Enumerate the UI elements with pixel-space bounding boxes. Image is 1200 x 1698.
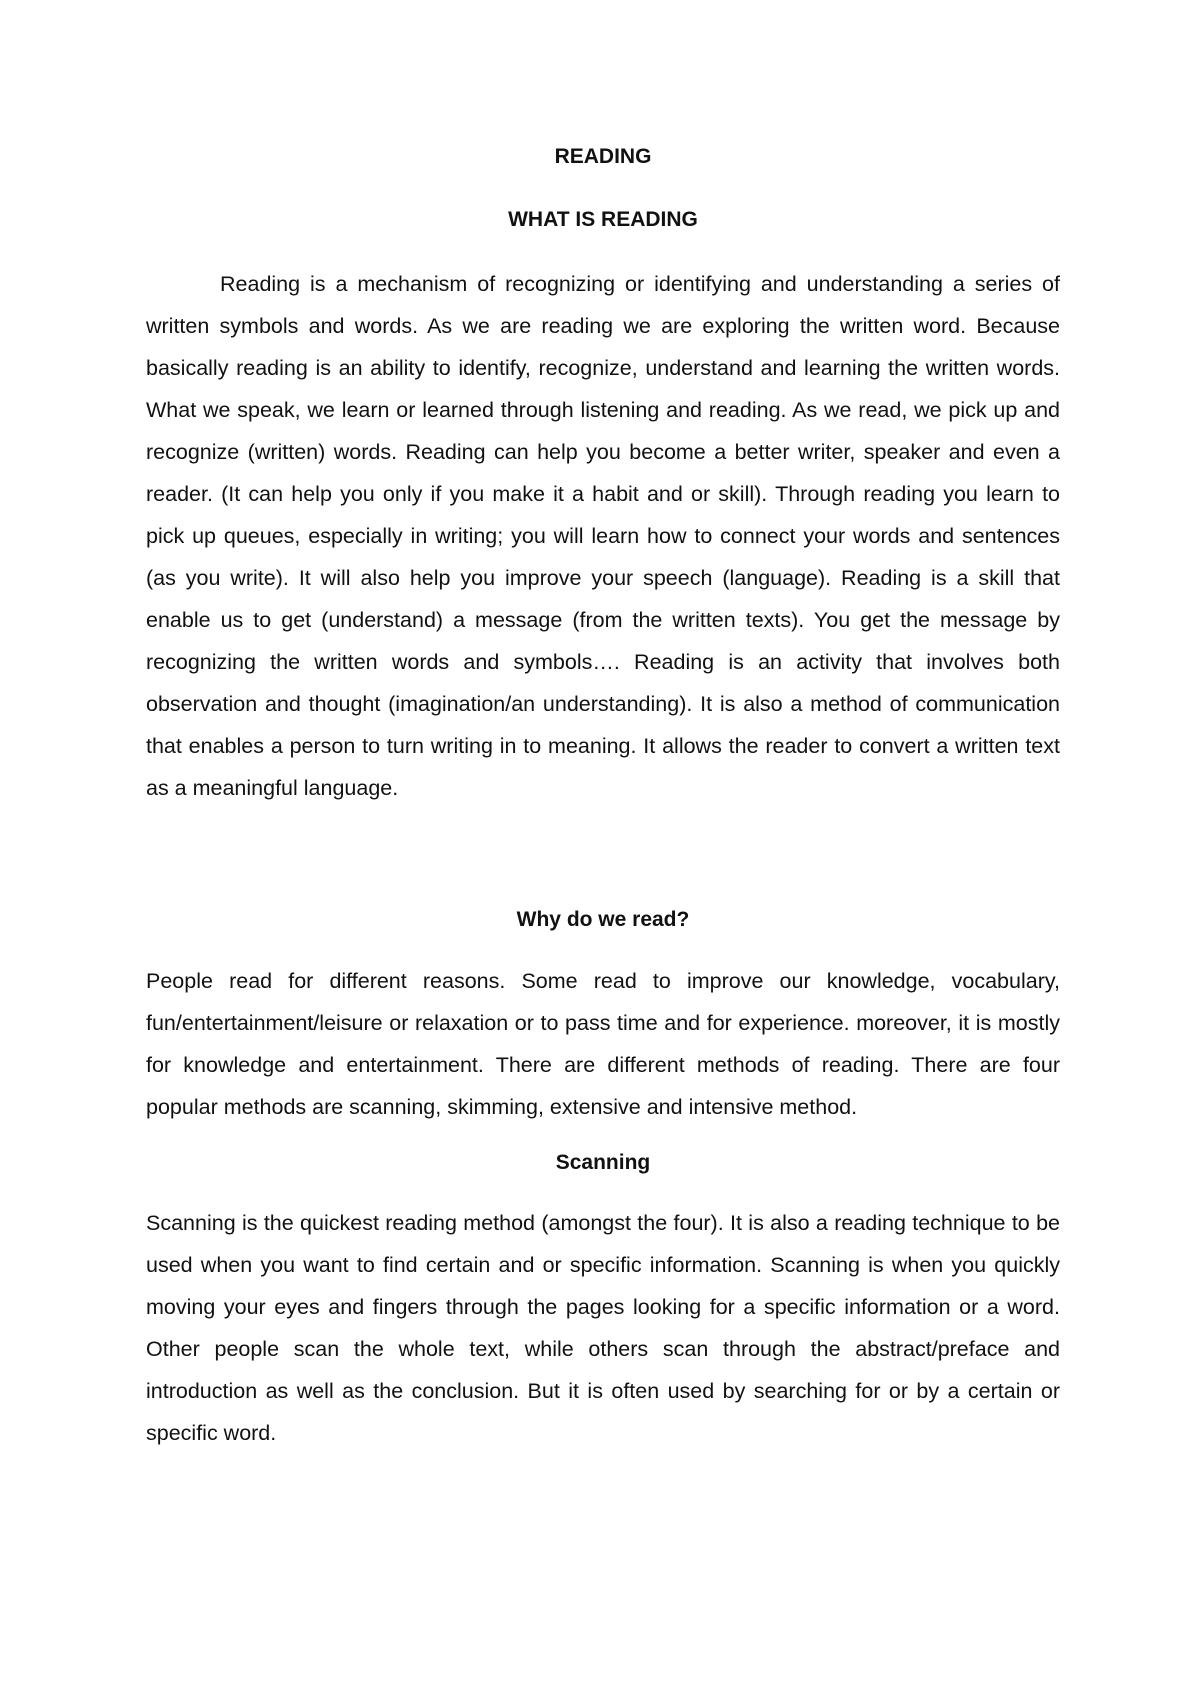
section-title-why-do-we-read: Why do we read? [516,908,690,931]
intro-paragraph: Reading is a mechanism of recognizing or identifying and understanding a series of written symbols and words. As we are reading we are exploring the written word. Because basically reading is an ability to identify, recognize, understand and learning the written words. What we speak, we learn or learned through listening and reading. As we read, we pick up and recognize (written) words. Reading can help you become a better writer, speaker and even a reader. (It can help you only if you make it a habit and or skill). Through reading you learn to pick up queues, especially in writing; you will learn how to connect your words and sentences (as you write). It will also help you improve your speech (language). Reading is a skill that enable us to get (understand) a message (from the written texts). You get the message by recognizing the written words and symbols…. Reading is an activity that involves both observation and thought (imagination/an understanding). It is also a method of communication that enables a person to turn writing in to meaning. It allows the reader to convert a written text as a meaningful language. [146,272,1060,800]
why-do-we-read-paragraph: People read for different reasons. Some read to improve our knowledge, vocabulary, fun/entertainment/leisure or relaxation or to pass time and for experience. moreover, it is mostly for knowledge and entertainment. There are different methods of reading. There are four popular methods are scanning, skimming, extensive and intensive method. [146,969,1060,1119]
scanning-paragraph: Scanning is the quickest reading method (amongst the four). It is also a reading technique to be used when you want to find certain and or specific information. Scanning is when you quickly moving your eyes and fingers through the pages looking for a specific information or a word. Other people scan the whole text, while others scan through the abstract/preface and introduction as well as the conclusion. But it is often used by searching for or by a certain or specific word. [146,1211,1060,1445]
section-title-scanning: Scanning [555,1151,651,1174]
section-title-what-is-reading: WHAT IS READING [508,208,698,231]
document-body [146,142,1060,1454]
document-title: READING [554,145,652,168]
